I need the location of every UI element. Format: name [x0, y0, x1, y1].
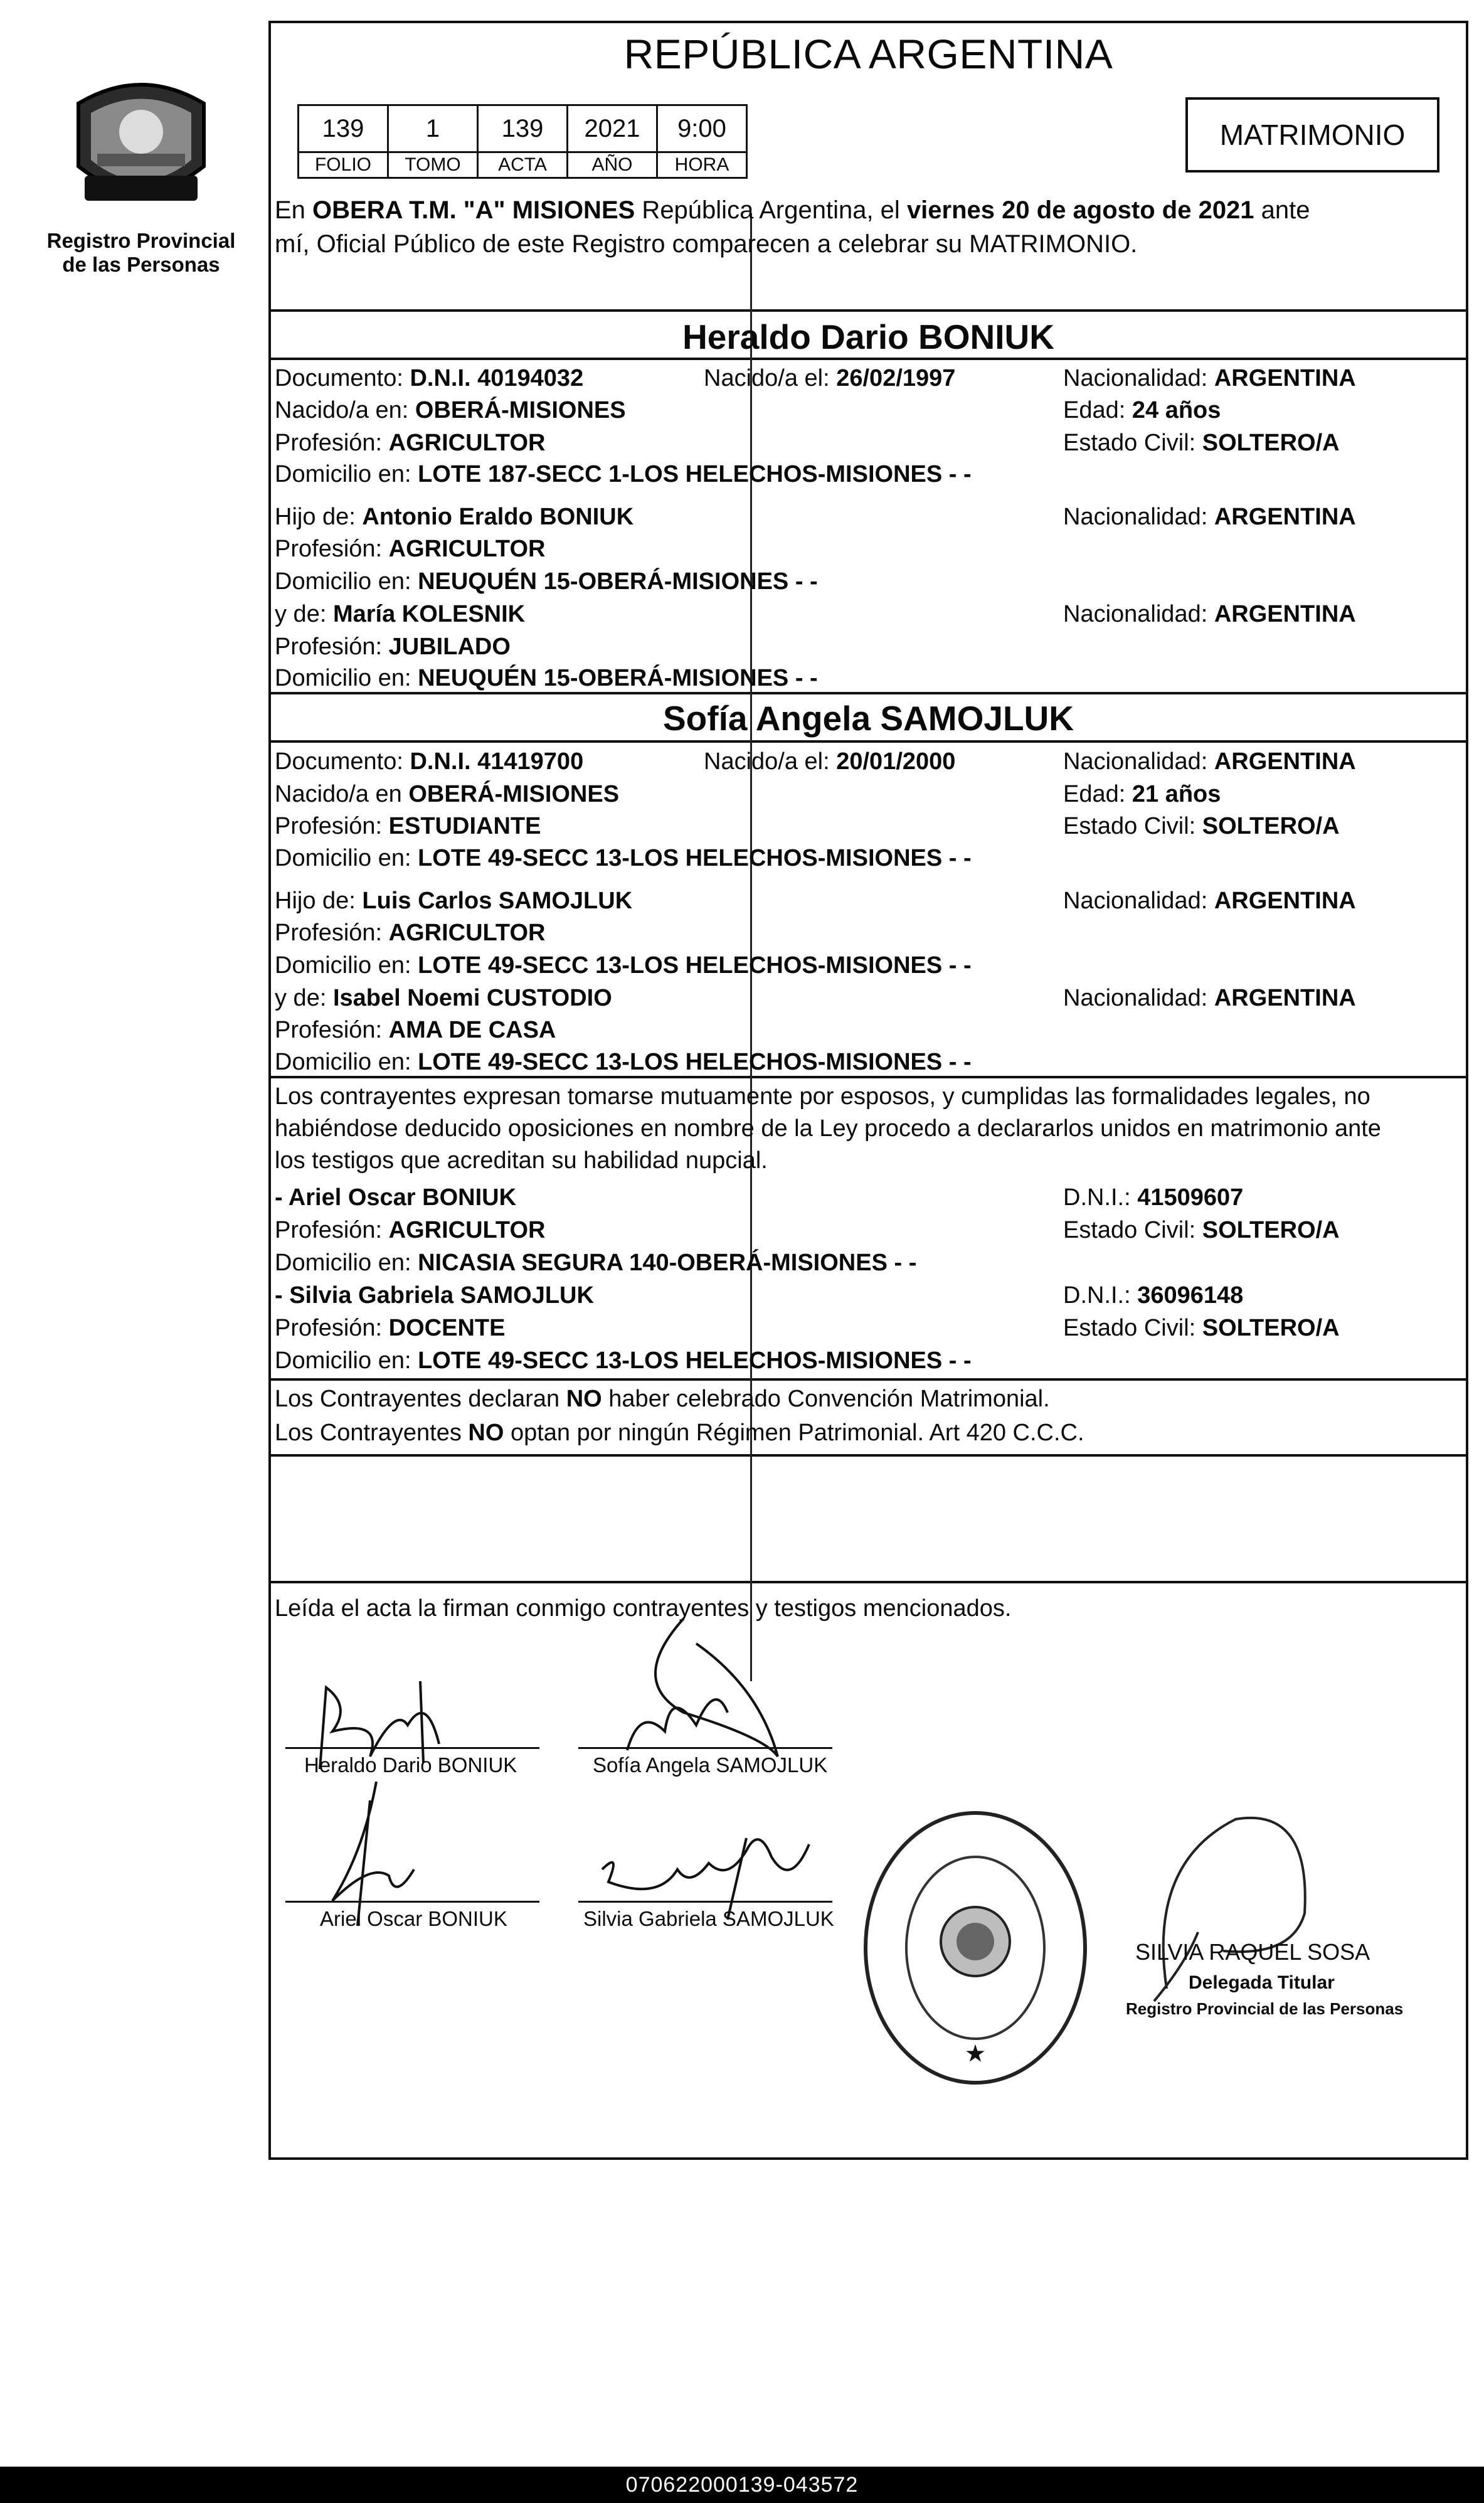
spouse2-father-dom: Domicilio en: LOTE 49-SECC 13-LOS HELECHOS-MISIONES - -	[275, 952, 972, 979]
divider	[268, 358, 1468, 360]
witness1-dom: Domicilio en: NICASIA SEGURA 140-OBERÁ-MISIONES - -	[275, 1250, 917, 1276]
spouse2-mother-nat: Nacionalidad: ARGENTINA	[1063, 985, 1356, 1011]
folio-value: 139	[299, 105, 388, 152]
spouse1-mother: y de: María KOLESNIK	[275, 601, 526, 627]
spouse1-dom: Domicilio en: LOTE 187-SECC 1-LOS HELECHOS-MISIONES - -	[275, 461, 972, 487]
official-org: Registro Provincial de las Personas	[1126, 1999, 1404, 2018]
spouse1-father: Hijo de: Antonio Eraldo BONIUK	[275, 504, 634, 530]
hora-label: HORA	[657, 152, 747, 178]
spouse2-prof: Profesión: ESTUDIANTE	[275, 813, 541, 839]
signature-caption-2: Sofía Angela SAMOJLUK	[593, 1753, 828, 1777]
witness2-name: - Silvia Gabriela SAMOJLUK	[275, 1282, 594, 1309]
acta-label: ACTA	[478, 152, 568, 178]
spouse2-father: Hijo de: Luis Carlos SAMOJLUK	[275, 888, 633, 914]
witness1-civil: Estado Civil: SOLTERO/A	[1063, 1217, 1340, 1243]
official-stamp	[859, 1807, 1091, 2089]
read-text: Leída el acta la firman conmigo contrayentes y testigos mencionados.	[275, 1595, 1012, 1622]
signature-line	[578, 1901, 832, 1903]
spouse1-name: Heraldo Dario BONIUK	[682, 317, 1054, 356]
spouse1-mother-nat: Nacionalidad: ARGENTINA	[1063, 601, 1356, 627]
spouse1-prof: Profesión: AGRICULTOR	[275, 430, 546, 456]
signature-line	[285, 1901, 539, 1903]
document-code: 070622000139-043572	[0, 2467, 1484, 2503]
spouse2-civil: Estado Civil: SOLTERO/A	[1063, 813, 1340, 839]
signature-caption-3: Ariel Oscar BONIUK	[320, 1907, 507, 1930]
divider	[268, 1581, 1468, 1583]
official-name: SILVIA RAQUEL SOSA	[1135, 1939, 1370, 1965]
acta-value: 139	[478, 105, 568, 152]
spouse1-civil: Estado Civil: SOLTERO/A	[1063, 430, 1340, 456]
spouse1-father-dom: Domicilio en: NEUQUÉN 15-OBERÁ-MISIONES - -	[275, 568, 818, 595]
declaration-line2: habiéndose deducido oposiciones en nombre de la Ley procedo a declararlos unidos en matrimonio ante	[275, 1115, 1381, 1142]
spouse2-born: Nacido/a el: 20/01/2000	[704, 748, 956, 775]
signature-caption-4: Silvia Gabriela SAMOJLUK	[583, 1907, 834, 1930]
spouse2-mother: y de: Isabel Noemi CUSTODIO	[275, 985, 612, 1011]
convention-line1: Los Contrayentes declaran NO haber celebrado Convención Matrimonial.	[275, 1386, 1050, 1412]
spouse2-doc: Documento: D.N.I. 41419700	[275, 748, 584, 775]
spouse1-mother-prof: Profesión: JUBILADO	[275, 634, 511, 660]
witness1-name: - Ariel Oscar BONIUK	[275, 1184, 517, 1211]
declaration-line1: Los contrayentes expresan tomarse mutuamente por esposos, y cumplidas las formalidades legales, no	[275, 1083, 1370, 1110]
intro-paragraph: En OBERA T.M. "A" MISIONES República Argentina, el viernes 20 de agosto de 2021 ante mí, Oficial Público de este Registro comparecen a celebrar su MATRIMONIO.	[275, 196, 1310, 258]
anio-label: AÑO	[568, 152, 657, 178]
spouse2-age: Edad: 21 años	[1063, 781, 1221, 807]
spouse1-father-nat: Nacionalidad: ARGENTINA	[1063, 504, 1356, 530]
spouse2-mother-dom: Domicilio en: LOTE 49-SECC 13-LOS HELECHOS-MISIONES - -	[275, 1049, 972, 1075]
divider	[268, 309, 1468, 312]
date: viernes 20 de agosto de 2021	[906, 196, 1254, 224]
convention-line2: Los Contrayentes NO optan por ningún Régimen Patrimonial. Art 420 C.C.C.	[275, 1420, 1084, 1446]
column-rule	[750, 213, 752, 1681]
logo-caption: Registro Provincial de las Personas	[46, 229, 236, 276]
declaration-line3: los testigos que acreditan su habilidad nupcial.	[275, 1147, 768, 1174]
official-title: Delegada Titular	[1189, 1972, 1335, 1993]
tomo-label: TOMO	[388, 152, 478, 178]
spouse1-born: Nacido/a el: 26/02/1997	[704, 365, 956, 391]
spouse2-name: Sofía Angela SAMOJLUK	[663, 699, 1074, 738]
divider	[268, 740, 1468, 743]
witness1-prof: Profesión: AGRICULTOR	[275, 1217, 546, 1243]
place: OBERA T.M. "A" MISIONES	[312, 196, 635, 224]
signature-2	[602, 1606, 790, 1769]
signature-caption-1: Heraldo Dario BONIUK	[304, 1753, 517, 1777]
signature-line	[285, 1747, 539, 1749]
spouse2-nat: Nacionalidad: ARGENTINA	[1063, 748, 1356, 775]
hora-value: 9:00	[657, 105, 747, 152]
svg-text:★: ★	[965, 2042, 985, 2066]
divider	[268, 1454, 1468, 1457]
act-type-box: MATRIMONIO	[1185, 97, 1439, 173]
spouse1-place: Nacido/a en: OBERÁ-MISIONES	[275, 397, 626, 423]
witness1-dni: D.N.I.: 41509607	[1063, 1184, 1244, 1211]
spouse2-father-nat: Nacionalidad: ARGENTINA	[1063, 888, 1356, 914]
witness2-dni: D.N.I.: 36096148	[1063, 1282, 1244, 1309]
witness2-dom: Domicilio en: LOTE 49-SECC 13-LOS HELECHOS-MISIONES - -	[275, 1347, 972, 1374]
spouse2-father-prof: Profesión: AGRICULTOR	[275, 920, 546, 946]
witness2-prof: Profesión: DOCENTE	[275, 1315, 506, 1341]
province-logo	[60, 60, 223, 223]
spouse1-age: Edad: 24 años	[1063, 397, 1221, 423]
divider	[268, 1378, 1468, 1381]
registry-table	[297, 104, 748, 179]
country-title: REPÚBLICA ARGENTINA	[623, 31, 1113, 77]
witness2-civil: Estado Civil: SOLTERO/A	[1063, 1315, 1340, 1341]
spouse2-dom: Domicilio en: LOTE 49-SECC 13-LOS HELECHOS-MISIONES - -	[275, 845, 972, 871]
spouse1-mother-dom: Domicilio en: NEUQUÉN 15-OBERÁ-MISIONES - -	[275, 665, 818, 691]
folio-label: FOLIO	[299, 152, 388, 178]
spouse1-nat: Nacionalidad: ARGENTINA	[1063, 365, 1356, 391]
anio-value: 2021	[568, 105, 657, 152]
spouse2-place: Nacido/a en OBERÁ-MISIONES	[275, 781, 620, 807]
tomo-value: 1	[388, 105, 478, 152]
spouse1-doc: Documento: D.N.I. 40194032	[275, 365, 584, 391]
spouse2-mother-prof: Profesión: AMA DE CASA	[275, 1017, 556, 1043]
spouse1-father-prof: Profesión: AGRICULTOR	[275, 536, 546, 562]
signature-line	[578, 1747, 832, 1749]
